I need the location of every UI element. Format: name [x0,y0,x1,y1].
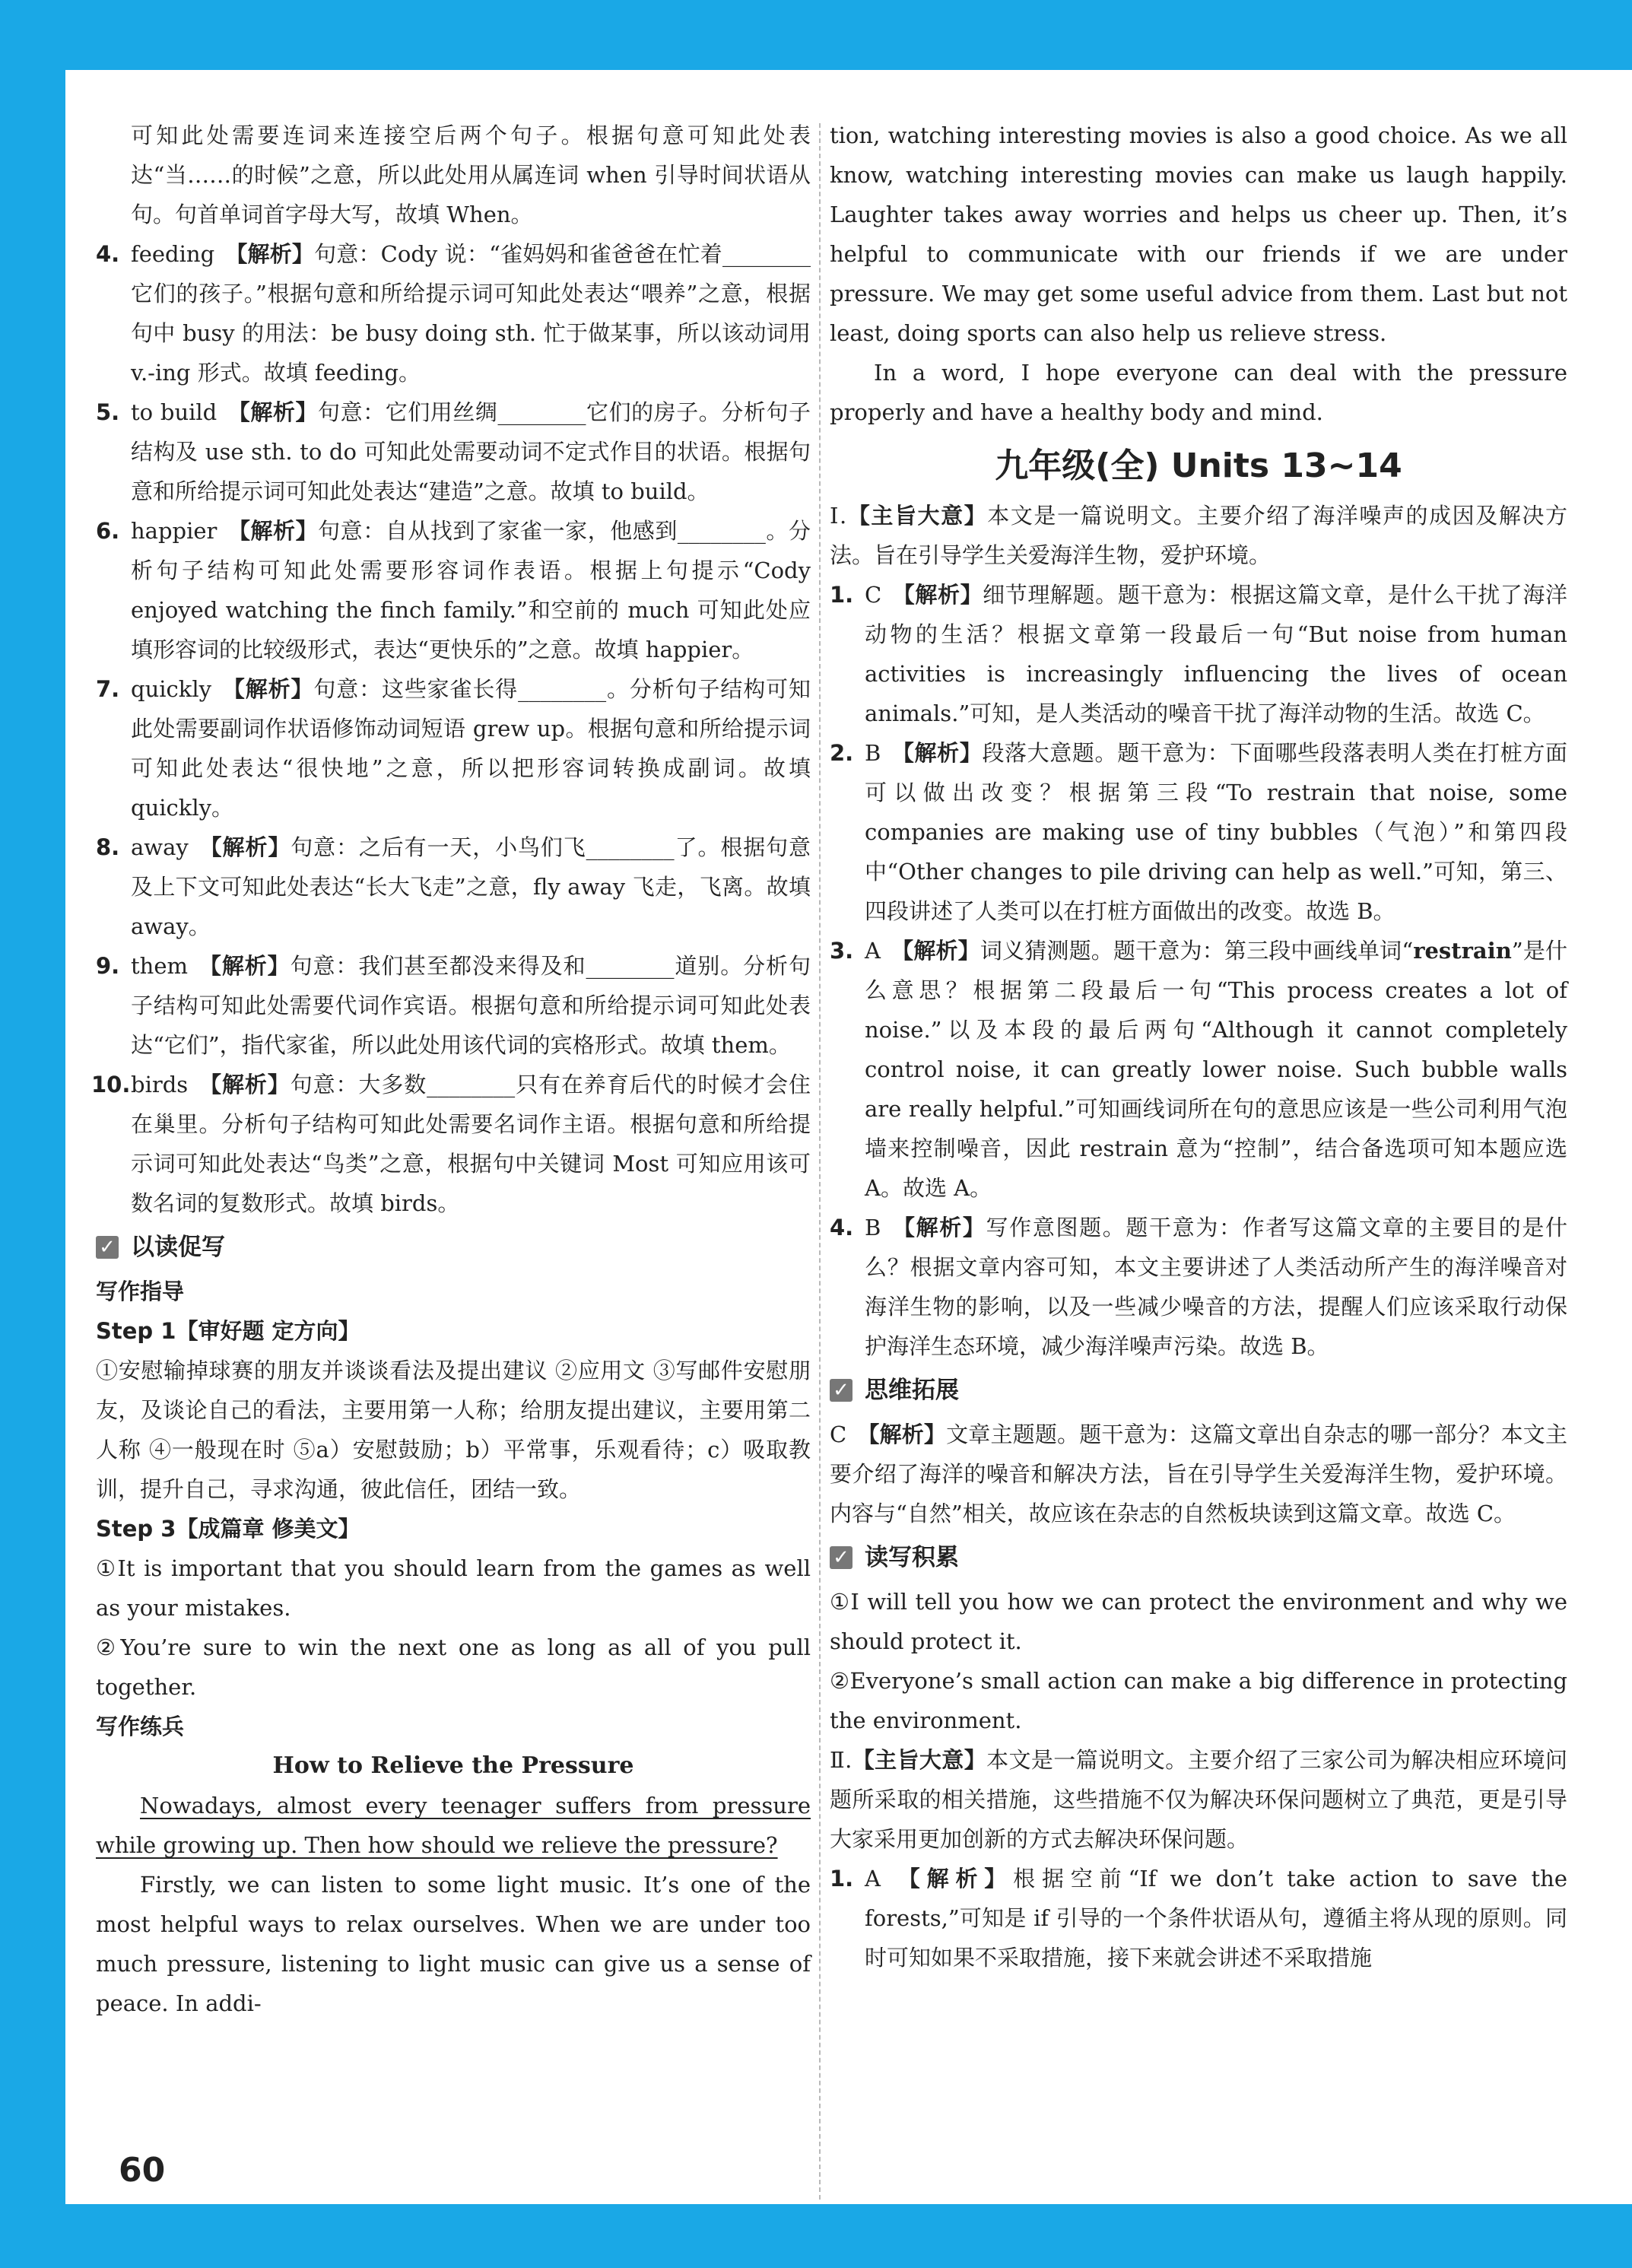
answer-item-9: 9. them 【解析】句意：我们甚至都没来得及和________道别。分析句子结构可知此处需要代词作宾语。根据句意和所给提示词可知此处表达“它们”，指代家雀，所以此处用该代词的宾格形式。故填 them。 [96,953,811,1058]
writing-practice-heading: 写作练兵 [96,1714,185,1739]
accumulate-sentence-1: ①I will tell you how we can protect the environment and why we should protect it. [830,1589,1567,1654]
left-column [91,116,811,2023]
answer-item-r2-1: 1. A 【解析】根据空前“If we don’t take action to save the forests,”可知是 if 引导的一个条件状语从句，遵循主将从现的原则。同时可知如果不采取措施，接下来就会讲述不采取措施 [830,1866,1567,1971]
section-heading-thinking: ✓ 思维拓展 [830,1371,1567,1410]
page-number: 60 [119,2151,166,2190]
answer-item-8: 8. away 【解析】句意：之后有一天，小鸟们飞________了。根据句意及上下文可知此处表达“长大飞走”之意，fly away 飞走，飞离。故填 away。 [96,834,811,939]
answer-item-r4: 4. B 【解析】写作意图题。题干意为：作者写这篇文章的主要目的是什么？根据文章内容可知，本文主要讲述了人类活动所产生的海洋噪音对海洋生物的影响，以及一些减少噪音的方法，提醒人们应该采取行动保护海洋生态环境，减少海洋噪声污染。故选 B。 [830,1215,1567,1359]
step1-text: ①安慰输掉球赛的朋友并谈谈看法及提出建议 ②应用文 ③写邮件安慰朋友，及谈论自己的看法，主要用第一人称；给朋友提出建议，主要用第二人称 ④一般现在时 ⑤a）安慰鼓励；b）平常事，乐观看待；c）吸取教训，提升自己，寻求沟通，彼此信任，团结一致。 [96,1358,811,1502]
essay-continuation: tion, watching interesting movies is also a good choice. As we all know, watching interesting movies can make us laugh happily. Laughter takes away worries and helps us cheer up. Then, it’s helpful to communicate with our friends if we are under pressure. We may get some useful advice from them. Last but not least, doing sports can also help us relieve stress. [830,122,1567,346]
right-column [830,116,1567,1977]
essay-title: How to Relieve the Pressure [272,1752,634,1779]
answer-item-4: 4. feeding 【解析】句意：Cody 说：“雀妈妈和雀爸爸在忙着________它们的孩子。”根据句意和所给提示词可知此处表达“喂养”之意，根据句中 busy 的用法：be busy doing sth. 忙于做某事，所以该动词用 v.-ing 形式。故填 feeding。 [96,241,811,386]
step3-sentence-1: ①It is important that you should learn from the games as well as your mistakes. [96,1555,811,1621]
answer-item-6: 6. happier 【解析】句意：自从找到了家雀一家，他感到________。分析句子结构可知此处需要形容词作表语。根据上句提示“Cody enjoyed watching the finch family.”和空前的 much 可知此处应填形容词的比较级形式，表达“更快乐的”之意。故填 happier。 [96,518,811,662]
checkmark-icon: ✓ [830,1379,853,1402]
continuation-text: 可知此处需要连词来连接空后两个句子。根据句意可知此处表达“当……的时候”之意，所以此处用从属连词 when 引导时间状语从句。句首单词首字母大写，故填 When。 [131,122,811,227]
essay-conclusion: In a word, I hope everyone can deal with the pressure properly and have a healthy body and mind. [830,360,1567,425]
essay-paragraph-2: Firstly, we can listen to some light music. It’s one of the most helpful ways to relax ourselves. When we are under too much pressure, listening to light music can give us a sense of peace. In addi- [96,1872,811,2016]
answer-item-7: 7. quickly 【解析】句意：这些家雀长得________。分析句子结构可知此处需要副词作状语修饰动词短语 grew up。根据句意和所给提示词可知此处表达“很快地”之意，所以把形容词转换成副词。故填 quickly。 [96,676,811,821]
answer-item-r1: 1. C 【解析】细节理解题。题干意为：根据这篇文章，是什么干扰了海洋动物的生活？根据文章第一段最后一句“But noise from human activities is increasingly influencing the lives of ocean animals.”可知，是人类活动的噪音干扰了海洋动物的生活。故选 C。 [830,582,1567,726]
step3-sentence-2: ②You’re sure to win the next one as long as all of you pull together. [96,1634,811,1700]
answer-item-5: 5. to build 【解析】句意：它们用丝绸________它们的房子。分析句子结构及 use sth. to do 可知此处需要动词不定式作目的状语。根据句意和所给提示词可知此处表达“建造”之意。故填 to build。 [96,399,811,504]
section-heading-read-write: ✓ 以读促写 [96,1228,811,1267]
section-heading-accumulate: ✓ 读写积累 [830,1538,1567,1577]
page [65,70,1632,2204]
passage-1-summary: Ⅰ.【主旨大意】本文是一篇说明文。主要介绍了海洋噪声的成因及解决方法。旨在引导学生关爱海洋生物，爱护环境。 [830,503,1567,568]
step3-heading: Step 3【成篇章 修美文】 [96,1516,360,1542]
checkmark-icon: ✓ [96,1236,119,1259]
answer-item-r2: 2. B 【解析】段落大意题。题干意为：下面哪些段落表明人类在打桩方面可以做出改变？根据第三段“To restrain that noise, some companies are making use of tiny bubbles（气泡）”和第四段中“Other changes to pile driving can help as well.”可知，第三、四段讲述了人类可以在打桩方面做出的改变。故选 B。 [830,740,1567,924]
accumulate-sentence-2: ②Everyone’s small action can make a big difference in protecting the environment. [830,1668,1567,1733]
checkmark-icon: ✓ [830,1546,853,1569]
essay-paragraph-1: Nowadays, almost every teenager suffers from pressure while growing up. Then how should we relieve the pressure? [96,1793,811,1858]
answer-item-r3: 3. A 【解析】词义猜测题。题干意为：第三段中画线单词“restrain”是什么意思？根据第二段最后一句“This process creates a lot of noise.”以及本段的最后两句“Although it cannot completely control noise, it can greatly lower noise. Such bubble walls are really helpful.”可知画线词所在句的意思应该是一些公司利用气泡墙来控制噪音，因此 restrain 意为“控制”，结合备选项可知本题应选 A。故选 A。 [830,938,1568,1201]
answer-item-10: 10. birds 【解析】句意：大多数________只有在养育后代的时候才会住在巢里。分析句子结构可知此处需要名词作主语。根据句意和所给提示词可知此处表达“鸟类”之意，根据句中关键词 Most 可知应用该可数名词的复数形式。故填 birds。 [91,1072,811,1216]
passage-2-summary: Ⅱ.【主旨大意】本文是一篇说明文。主要介绍了三家公司为解决相应环境问题所采取的相关措施，这些措施不仅为解决环保问题树立了典范，更是引导大家采用更加创新的方式去解决环保问题。 [830,1747,1567,1852]
column-divider [819,123,821,2200]
thinking-answer: C 【解析】文章主题题。题干意为：这篇文章出自杂志的哪一部分？本文主要介绍了海洋的噪音和解决方法，旨在引导学生关爱海洋生物，爱护环境。内容与“自然”相关，故应该在杂志的自然板块读到这篇文章。故选 C。 [830,1421,1567,1526]
unit-title: 九年级(全) Units 13~14 [995,446,1402,485]
step1-heading: Step 1【审好题 定方向】 [96,1318,360,1344]
writing-guide-heading: 写作指导 [96,1279,185,1304]
